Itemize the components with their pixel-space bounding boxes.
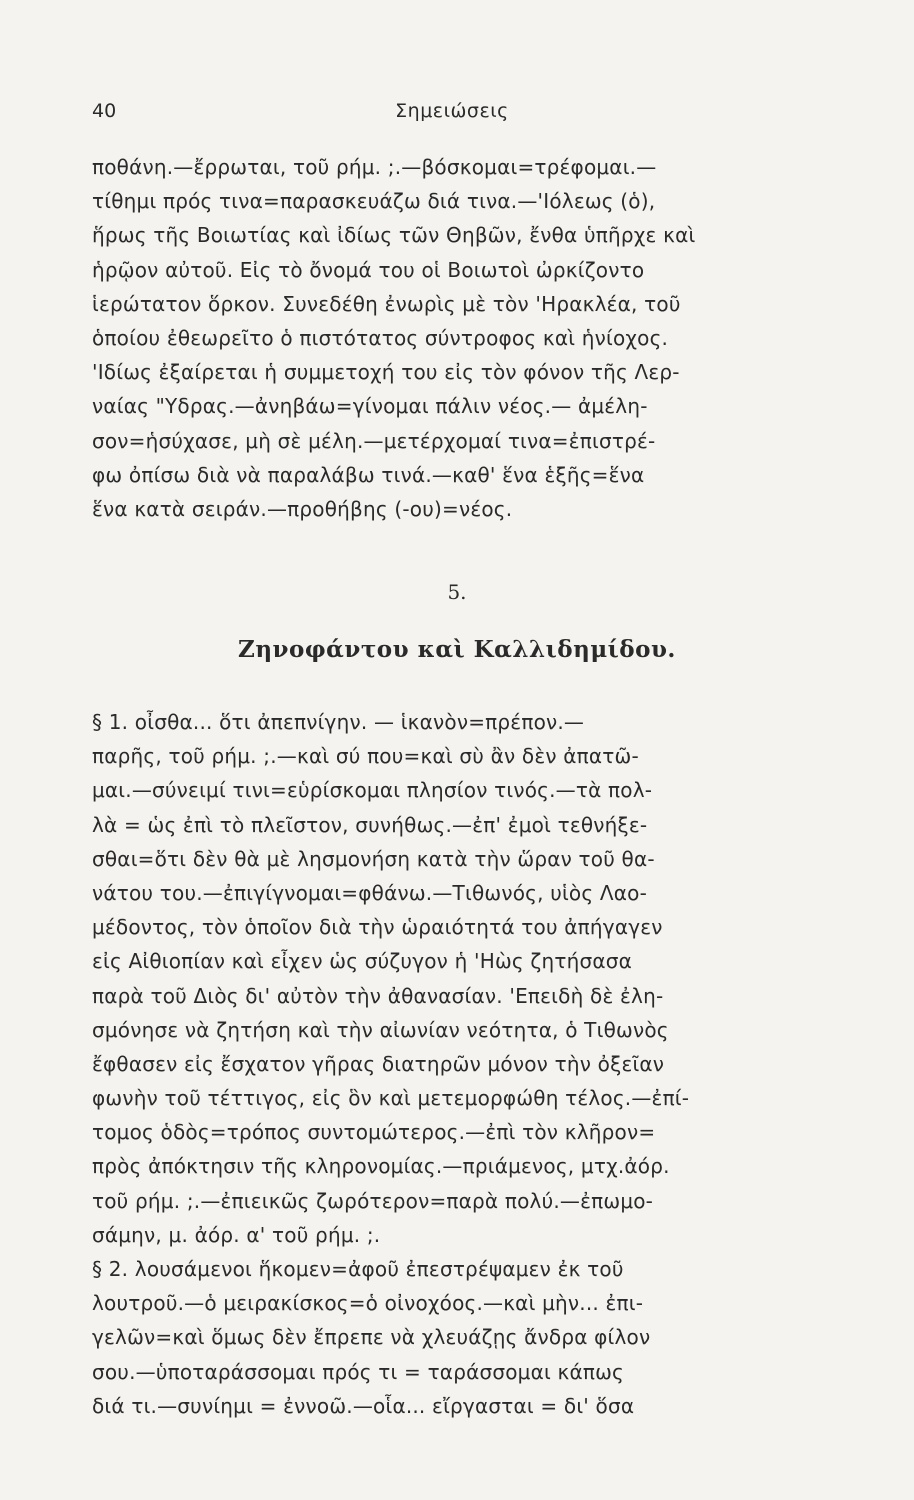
section-number: 5. xyxy=(447,580,467,604)
text-line: νάτου του.—ἐπιγίγνομαι=φθάνω.—Τιθωνός, υἱὸς Λαο- xyxy=(92,880,647,905)
text-line: λὰ = ὡς ἐπὶ τὸ πλεῖστον, συνήθως.—ἐπ' ἐμοὶ τεθνήξε- xyxy=(92,812,648,837)
text-line: μέδοντος, τὸν ὁποῖον διὰ τὴν ὡραιότητά του ἀπήγαγεν xyxy=(92,915,663,940)
text-line: φω ὀπίσω διὰ νὰ παραλάβω τινά.—καθ' ἕνα ἑξῆς=ἕνα xyxy=(92,462,645,487)
notes-block-continued xyxy=(92,150,808,526)
section-heading: Ζηνοφάντου καὶ Καλλιδημίδου. xyxy=(238,636,676,663)
page-number: 40 xyxy=(92,100,117,122)
text-line: ἕνα κατὰ σειράν.—προθήβης (-ου)=νέος. xyxy=(92,496,513,521)
text-line: εἰς Αἰθιοπίαν καὶ εἶχεν ὡς σύζυγον ἡ 'Ηὼς ζητήσασα xyxy=(92,949,632,974)
text-line: ὁποίου ἐθεωρεῖτο ὁ πιστότατος σύντροφος καὶ ἡνίοχος. xyxy=(92,325,669,350)
text-line: λουτροῦ.—ὁ μειρακίσκος=ὁ οἰνοχόος.—καὶ μὴν... ἐπι- xyxy=(92,1291,644,1316)
text-line: § 2. λουσάμενοι ἥκομεν=ἀφοῦ ἐπεστρέψαμεν ἐκ τοῦ xyxy=(92,1257,624,1281)
text-line: ποθάνη.—ἔρρωται, τοῦ ρήμ. ;.—βόσκομαι=τρέφομαι.— xyxy=(92,155,657,179)
text-line: μαι.—σύνειμί τινι=εὑρίσκομαι πλησίον τινός.—τὰ πολ- xyxy=(92,778,653,803)
text-line: τομος ὁδὸς=τρόπος συντομώτερος.—ἐπὶ τὸν κλῆρον= xyxy=(92,1120,656,1145)
text-line: ναίας "Υδρας.—ἀνηβάω=γίνομαι πάλιν νέος.— ἀμέλη- xyxy=(92,394,648,419)
text-line: σον=ἡσύχασε, μὴ σὲ μέλη.—μετέρχομαί τινα=ἐπιστρέ- xyxy=(92,428,656,453)
text-line: παρῆς, τοῦ ρήμ. ;.—καὶ σύ που=καὶ σὺ ἂν δὲν ἀπατῶ- xyxy=(92,744,639,769)
text-line: σου.—ὑποταράσσομαι πρός τι = ταράσσομαι κάπως xyxy=(92,1359,624,1384)
text-line: σάμην, μ. ἀόρ. α' τοῦ ρήμ. ;. xyxy=(92,1222,381,1247)
text-line: γελῶν=καὶ ὅμως δὲν ἔπρεπε νὰ χλευάζῃς ἄνδρα φίλον xyxy=(92,1325,651,1350)
running-head xyxy=(92,100,812,130)
running-title: Σημειώσεις xyxy=(395,100,509,122)
text-line: ἥρως τῆς Βοιωτίας καὶ ἰδίως τῶν Θηβῶν, ἔνθα ὑπῆρχε καὶ xyxy=(92,223,696,248)
text-line: φωνὴν τοῦ τέττιγος, εἰς ὃν καὶ μετεμορφώθη τέλος.—ἐπί- xyxy=(92,1086,690,1111)
text-line: τίθημι πρός τινα=παρασκευάζω διά τινα.—'Ιόλεως (ὁ), xyxy=(92,189,656,214)
text-line: ἡρῷον αὐτοῦ. Εἰς τὸ ὄνομά του οἱ Βοιωτοὶ ὠρκίζοντο xyxy=(92,257,645,282)
text-line: ἱερώτατον ὅρκον. Συνεδέθη ἐνωρὶς μὲ τὸν 'Ηρακλέα, τοῦ xyxy=(92,291,681,316)
text-line: σμόνησε νὰ ζητήση καὶ τὴν αἰωνίαν νεότητα, ὁ Τιθωνὸς xyxy=(92,1017,669,1042)
text-line: τοῦ ρήμ. ;.—ἐπιεικῶς ζωρότερον=παρὰ πολύ.—ἐπωμο- xyxy=(92,1188,654,1213)
text-line: ἔφθασεν εἰς ἔσχατον γῆρας διατηρῶν μόνον τὴν ὀξεῖαν xyxy=(92,1051,665,1076)
text-line: παρὰ τοῦ Διὸς δι' αὐτὸν τὴν ἀθανασίαν. 'Επειδὴ δὲ ἐλη- xyxy=(92,983,664,1008)
text-line: πρὸς ἀπόκτησιν τῆς κληρονομίας.—πριάμενος, μτχ.ἀόρ. xyxy=(92,1154,670,1179)
text-line: 'Ιδίως ἐξαίρεται ἡ συμμετοχή του εἰς τὸν φόνον τῆς Λερ- xyxy=(92,360,680,385)
text-line: διά τι.—συνίημι = ἐννοῶ.—οἷα... εἴργασται = δι' ὅσα xyxy=(92,1393,635,1418)
text-line: § 1. οἶσθα... ὅτι ἀπεπνίγην. — ἱκανὸν=πρέπον.— xyxy=(92,710,585,734)
notes-block-section-5 xyxy=(92,705,808,1423)
text-line: σθαι=ὅτι δὲν θὰ μὲ λησμονήση κατὰ τὴν ὥραν τοῦ θα- xyxy=(92,846,655,871)
